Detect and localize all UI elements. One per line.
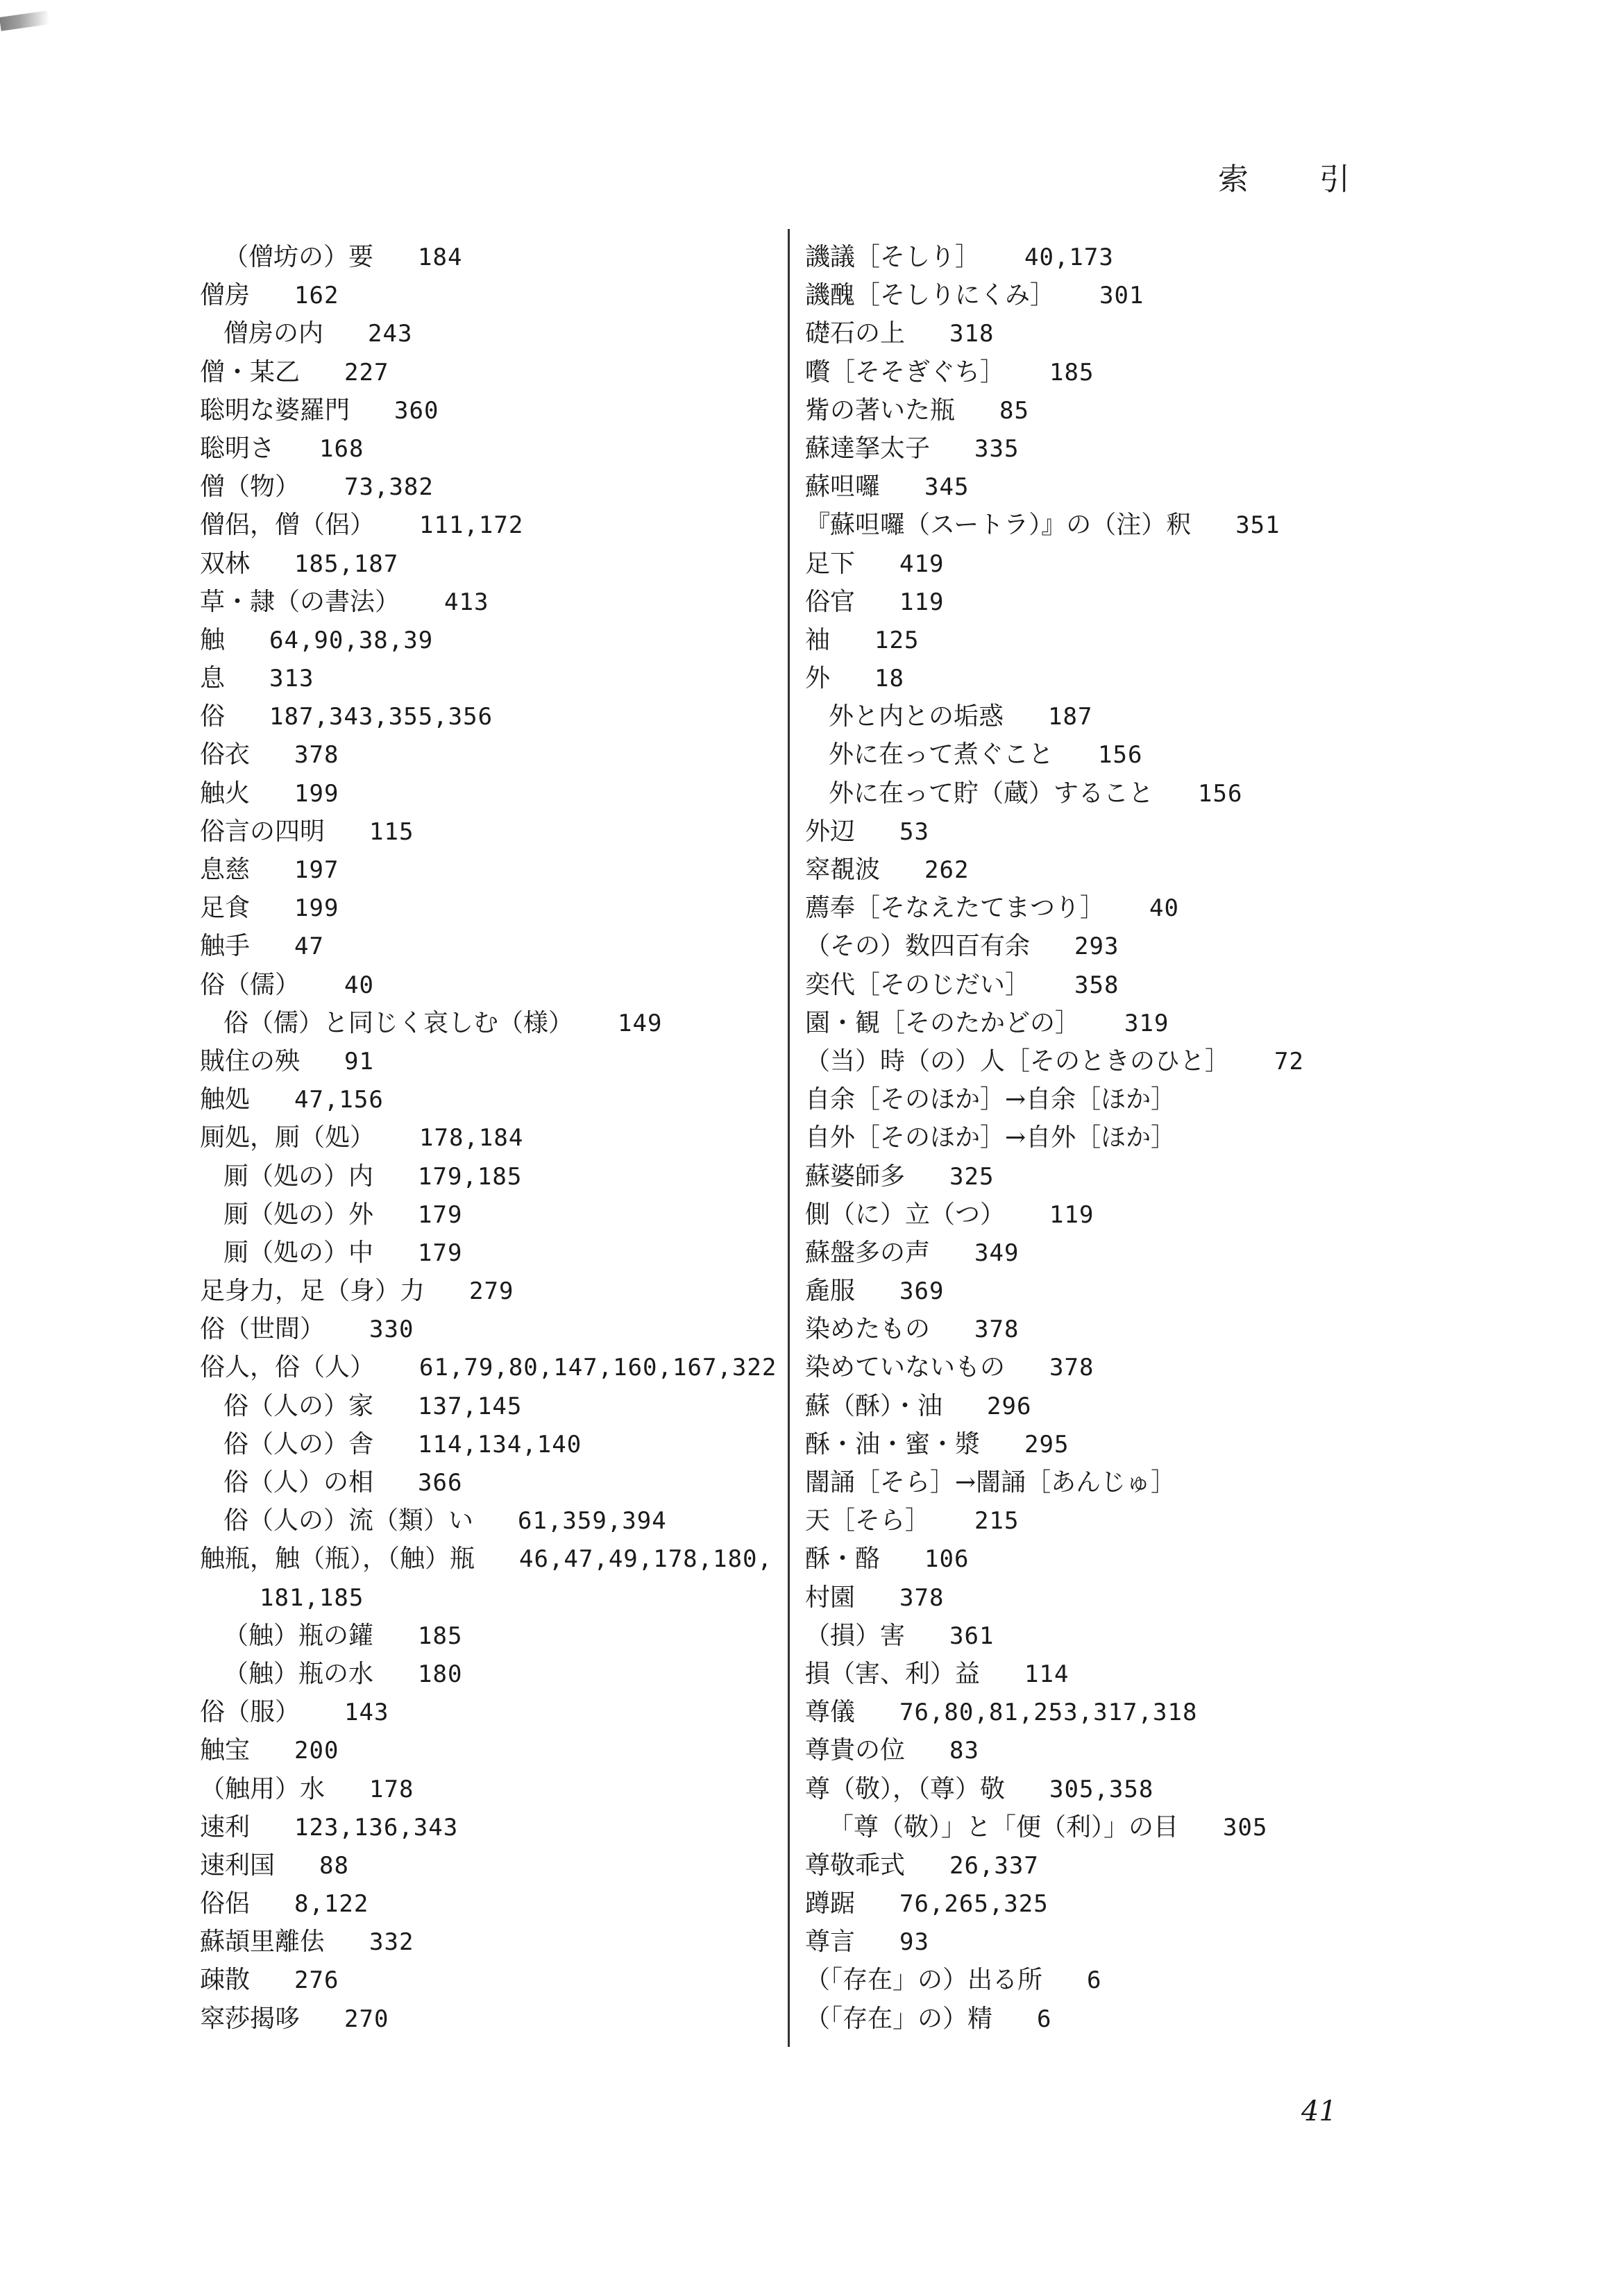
entry-term: 触火 bbox=[200, 779, 251, 808]
entry-term: 尊（敬），（尊）敬 bbox=[805, 1774, 1006, 1803]
entry-pages: 143 bbox=[344, 1699, 389, 1727]
entry-term: 譏醜［そしりにくみ］ bbox=[805, 281, 1056, 310]
index-entry bbox=[200, 238, 769, 276]
entry-pages: 279 bbox=[469, 1277, 514, 1306]
entry-term: 俗人，俗（人） bbox=[200, 1353, 375, 1382]
entry-pages: 200 bbox=[294, 1737, 339, 1765]
index-entry bbox=[805, 583, 1416, 621]
index-entry bbox=[805, 927, 1416, 965]
index-entry bbox=[805, 851, 1416, 889]
entry-term: 俗（服） bbox=[200, 1698, 301, 1727]
entry-pages: 180 bbox=[418, 1660, 463, 1688]
entry-term: 麁服 bbox=[805, 1277, 856, 1306]
entry-pages: 262 bbox=[924, 856, 970, 884]
entry-term: 蘇盤多の声 bbox=[805, 1238, 931, 1267]
entry-pages: 215 bbox=[974, 1507, 1020, 1536]
entry-pages: 40,173 bbox=[1024, 244, 1114, 271]
index-entry bbox=[200, 1731, 769, 1769]
entry-term: 僧房の内 bbox=[223, 319, 324, 348]
entry-term: 速利 bbox=[200, 1812, 251, 1842]
entry-term: 俗言の四明 bbox=[200, 817, 325, 846]
entry-term: （僧坊の）要 bbox=[223, 243, 374, 271]
index-entry bbox=[200, 314, 769, 352]
entry-pages: 366 bbox=[418, 1469, 463, 1497]
entry-term: 蘇達拏太子 bbox=[805, 434, 931, 463]
index-entry bbox=[200, 774, 769, 813]
index-entry bbox=[200, 1196, 769, 1234]
entry-term: 息慈 bbox=[200, 856, 251, 884]
index-entry bbox=[805, 697, 1416, 735]
entry-pages: 8,122 bbox=[294, 1890, 369, 1919]
entry-pages: 335 bbox=[974, 434, 1020, 463]
index-entry bbox=[200, 1693, 769, 1731]
entry-term: 足身力，足（身）力 bbox=[200, 1277, 425, 1306]
entry-term: 俗（人の）舎 bbox=[223, 1429, 374, 1459]
entry-term: 俗（人）の相 bbox=[223, 1468, 374, 1497]
entry-pages: 413 bbox=[444, 588, 489, 616]
index-entry bbox=[805, 238, 1416, 276]
entry-pages: 243 bbox=[368, 320, 413, 348]
index-entry bbox=[805, 813, 1416, 851]
index-entry bbox=[200, 1272, 769, 1310]
entry-pages: 64,90,38,39 bbox=[269, 626, 434, 654]
entry-pages: 185 bbox=[418, 1622, 463, 1650]
entry-term: （当）時（の）人［そのときのひと］ bbox=[805, 1046, 1230, 1075]
entry-pages: 72 bbox=[1274, 1047, 1304, 1075]
entry-term: 蘇頡里離佉 bbox=[200, 1928, 325, 1957]
entry-pages: 61,79,80,147,160,167,322 bbox=[419, 1354, 777, 1382]
entry-pages: 137,145 bbox=[418, 1392, 523, 1420]
entry-term: 側（に）立（つ） bbox=[805, 1200, 1006, 1229]
index-entry bbox=[805, 1157, 1416, 1196]
entry-term: 蘇（酥）・油 bbox=[805, 1391, 943, 1420]
entry-term: 厠（処の）外 bbox=[223, 1200, 374, 1229]
entry-term: 厠（処の）中 bbox=[223, 1238, 374, 1267]
index-entry bbox=[200, 1808, 769, 1846]
index-entry bbox=[805, 1119, 1416, 1157]
entry-term: （損）害 bbox=[805, 1621, 906, 1650]
entry-term: 僧（物） bbox=[200, 473, 301, 502]
entry-term: 嚽［そそぎぐち］ bbox=[805, 357, 1006, 386]
index-entry bbox=[805, 545, 1416, 583]
entry-pages: 187,343,355,356 bbox=[269, 703, 493, 731]
entry-term: 譏議［そしり］ bbox=[805, 243, 981, 271]
entry-pages: 199 bbox=[294, 779, 339, 808]
entry-term: 触瓶，触（瓶），（触）瓶 bbox=[200, 1545, 475, 1574]
entry-term: 村園 bbox=[805, 1583, 856, 1612]
index-entry bbox=[200, 1579, 769, 1617]
entry-pages: 360 bbox=[394, 396, 439, 425]
entry-term: 尊儀 bbox=[805, 1698, 856, 1727]
entry-pages: 305 bbox=[1223, 1813, 1268, 1842]
entry-pages: 168 bbox=[319, 434, 364, 463]
entry-term: 賊住の殃 bbox=[200, 1046, 301, 1075]
index-entry bbox=[200, 1310, 769, 1348]
entry-pages: 181,185 bbox=[260, 1583, 364, 1612]
entry-term: 損（害、利）益 bbox=[805, 1659, 981, 1688]
entry-term: 厠（処の）内 bbox=[223, 1162, 374, 1191]
index-entry bbox=[200, 1157, 769, 1196]
entry-pages: 47,156 bbox=[294, 1086, 384, 1114]
entry-pages: 345 bbox=[924, 473, 970, 502]
index-entry bbox=[805, 468, 1416, 506]
entry-pages: 197 bbox=[294, 856, 339, 884]
entry-term: 聡明な婆羅門 bbox=[200, 396, 350, 425]
index-column-right bbox=[805, 238, 1416, 2038]
entry-pages: 184 bbox=[418, 244, 463, 271]
entry-term: 蹲踞 bbox=[805, 1889, 856, 1919]
entry-term: 園・観［そのたかどの］ bbox=[805, 1008, 1081, 1037]
entry-term: 外と内との垢惑 bbox=[829, 702, 1004, 731]
entry-term: 足下 bbox=[805, 549, 856, 578]
index-entry bbox=[805, 276, 1416, 314]
index-entry bbox=[805, 1387, 1416, 1425]
index-entry bbox=[200, 621, 769, 659]
index-entry bbox=[805, 774, 1416, 813]
entry-term: 礎石の上 bbox=[805, 319, 906, 348]
entry-term: 触宝 bbox=[200, 1736, 251, 1765]
entry-term: （触）瓶の水 bbox=[223, 1659, 374, 1688]
entry-term: 俗 bbox=[200, 702, 226, 731]
index-entry bbox=[805, 1004, 1416, 1042]
entry-pages: 26,337 bbox=[949, 1851, 1039, 1880]
index-entry bbox=[805, 889, 1416, 927]
index-entry bbox=[805, 1731, 1416, 1769]
entry-pages: 325 bbox=[949, 1162, 995, 1191]
entry-term: 僧房 bbox=[200, 281, 251, 310]
index-entry bbox=[200, 889, 769, 927]
entry-pages: 313 bbox=[269, 665, 314, 693]
entry-pages: 111,172 bbox=[419, 511, 524, 540]
entry-pages: 162 bbox=[294, 282, 339, 310]
entry-pages: 361 bbox=[949, 1622, 995, 1650]
entry-pages: 115 bbox=[369, 817, 414, 846]
entry-term: （「存在」の）出る所 bbox=[805, 1966, 1043, 1995]
entry-pages: 419 bbox=[899, 550, 945, 578]
index-entry bbox=[805, 659, 1416, 697]
index-entry bbox=[200, 1119, 769, 1157]
index-entry bbox=[200, 1348, 777, 1386]
index-entry bbox=[805, 966, 1416, 1004]
index-entry bbox=[200, 1387, 769, 1425]
entry-term: 尊言 bbox=[805, 1928, 856, 1957]
index-entry bbox=[805, 353, 1416, 391]
entry-pages: 156 bbox=[1198, 779, 1243, 808]
index-entry bbox=[805, 1579, 1416, 1617]
entry-pages: 106 bbox=[924, 1545, 970, 1574]
entry-pages: 83 bbox=[949, 1737, 979, 1765]
entry-pages: 378 bbox=[294, 741, 339, 769]
entry-pages: 114,134,140 bbox=[418, 1430, 582, 1459]
index-entry bbox=[805, 506, 1416, 544]
entry-pages: 296 bbox=[987, 1392, 1032, 1420]
entry-pages: 91 bbox=[344, 1047, 374, 1075]
column-divider bbox=[788, 229, 790, 2047]
entry-term: 外 bbox=[805, 664, 831, 693]
index-entry bbox=[200, 1885, 769, 1923]
index-entry bbox=[805, 1885, 1416, 1923]
entry-term: 足食 bbox=[200, 894, 251, 923]
entry-term: 染めていないもの bbox=[805, 1353, 1006, 1382]
entry-pages: 301 bbox=[1099, 282, 1144, 310]
entry-pages: 76,265,325 bbox=[899, 1890, 1049, 1919]
entry-pages: 187 bbox=[1048, 703, 1093, 731]
entry-term: 染めたもの bbox=[805, 1315, 931, 1344]
index-entry bbox=[805, 430, 1416, 468]
entry-term: 『蘇呾囉（スートラ）』の（注）釈 bbox=[805, 511, 1192, 540]
index-entry bbox=[200, 1846, 769, 1885]
entry-term: 酥・油・蜜・漿 bbox=[805, 1429, 981, 1459]
index-entry bbox=[805, 1655, 1416, 1693]
index-entry bbox=[200, 1425, 769, 1463]
entry-pages: 85 bbox=[999, 396, 1029, 425]
entry-pages: 18 bbox=[874, 665, 904, 693]
index-entry bbox=[200, 735, 769, 774]
scan-mark bbox=[0, 10, 49, 31]
index-entry bbox=[805, 1693, 1416, 1731]
entry-term: 息 bbox=[200, 664, 226, 693]
entry-term: 薦奉［そなえたてまつり］ bbox=[805, 894, 1106, 923]
index-entry bbox=[200, 1234, 769, 1272]
entry-pages: 123,136,343 bbox=[294, 1813, 459, 1842]
entry-pages: 295 bbox=[1024, 1430, 1069, 1459]
entry-term: 触処 bbox=[200, 1085, 251, 1114]
index-entry bbox=[200, 813, 769, 851]
index-entry bbox=[200, 966, 769, 1004]
entry-term: 俗（人の）家 bbox=[223, 1391, 374, 1420]
entry-term: 触手 bbox=[200, 932, 251, 961]
entry-pages: 46,47,49,178,180, bbox=[519, 1545, 773, 1574]
index-entry bbox=[805, 1080, 1416, 1119]
entry-term: 「尊（敬）」と「便（利）」の目 bbox=[829, 1812, 1179, 1842]
entry-term: 尊貴の位 bbox=[805, 1736, 906, 1765]
entry-pages: 119 bbox=[899, 588, 945, 616]
entry-pages: 178 bbox=[369, 1775, 414, 1803]
index-entry bbox=[200, 1463, 769, 1502]
index-entry bbox=[805, 1234, 1416, 1272]
entry-pages: 378 bbox=[899, 1583, 945, 1612]
entry-pages: 305,358 bbox=[1049, 1775, 1154, 1803]
entry-pages: 93 bbox=[899, 1928, 929, 1957]
index-entry bbox=[200, 506, 769, 544]
index-entry bbox=[805, 2000, 1416, 2038]
entry-pages: 276 bbox=[294, 1966, 339, 1995]
entry-term: 蘇婆師多 bbox=[805, 1162, 906, 1191]
entry-pages: 53 bbox=[899, 817, 929, 846]
entry-term: 草・隷（の書法） bbox=[200, 587, 400, 616]
index-entry bbox=[805, 1042, 1416, 1080]
index-entry bbox=[805, 1272, 1416, 1310]
entry-term: 双林 bbox=[200, 549, 251, 578]
index-entry bbox=[805, 1770, 1416, 1808]
entry-term: 闇誦［そら］→闇誦［あんじゅ］ bbox=[805, 1468, 1176, 1497]
index-entry bbox=[200, 1770, 769, 1808]
entry-pages: 369 bbox=[899, 1277, 945, 1306]
index-entry bbox=[805, 314, 1416, 352]
entry-term: 窣覩波 bbox=[805, 856, 881, 884]
index-entry bbox=[200, 545, 769, 583]
entry-pages: 319 bbox=[1124, 1009, 1169, 1037]
index-entry bbox=[200, 851, 769, 889]
index-entry bbox=[200, 1923, 769, 1961]
entry-pages: 47 bbox=[294, 933, 324, 961]
entry-term: 僧・某乙 bbox=[200, 357, 301, 386]
index-entry bbox=[200, 2000, 769, 2038]
entry-term: 外に在って貯（蔵）すること bbox=[829, 779, 1154, 808]
entry-pages: 378 bbox=[974, 1316, 1020, 1344]
entry-term: 奕代［そのじだい］ bbox=[805, 970, 1031, 999]
entry-term: 尊敬乖式 bbox=[805, 1851, 906, 1880]
entry-term: 酥・酪 bbox=[805, 1545, 881, 1574]
page-header: 索 引 bbox=[1218, 162, 1380, 197]
index-entry bbox=[200, 468, 769, 506]
entry-pages: 76,80,81,253,317,318 bbox=[899, 1699, 1198, 1727]
entry-term: 厠処，厠（処） bbox=[200, 1123, 375, 1153]
index-entry bbox=[805, 1808, 1416, 1846]
entry-pages: 125 bbox=[874, 626, 920, 654]
entry-pages: 119 bbox=[1049, 1200, 1094, 1229]
entry-term: 俗（人の）流（類）い bbox=[223, 1506, 474, 1536]
entry-term: 俗（儒）と同じく哀しむ（様） bbox=[223, 1008, 574, 1037]
index-entry bbox=[200, 353, 769, 391]
index-entry bbox=[200, 927, 769, 965]
entry-term: 窣莎揭哆 bbox=[200, 2004, 301, 2033]
entry-pages: 40 bbox=[1149, 894, 1179, 923]
entry-term: 自外［そのほか］→自外［ほか］ bbox=[805, 1123, 1176, 1153]
index-entry bbox=[200, 1655, 769, 1693]
entry-term: 俗衣 bbox=[200, 740, 251, 769]
index-entry bbox=[200, 1617, 769, 1655]
entry-pages: 179,185 bbox=[418, 1162, 523, 1191]
entry-pages: 293 bbox=[1074, 933, 1119, 961]
page-number: 41 bbox=[1301, 2095, 1337, 2127]
entry-term: 外に在って煮ぐこと bbox=[829, 740, 1054, 769]
entry-pages: 149 bbox=[618, 1009, 663, 1037]
index-entry bbox=[805, 1425, 1416, 1463]
index-entry bbox=[805, 1196, 1416, 1234]
entry-term: 触 bbox=[200, 625, 226, 654]
index-entry bbox=[805, 1540, 1416, 1578]
entry-pages: 179 bbox=[418, 1239, 463, 1267]
entry-term: 外辺 bbox=[805, 817, 856, 846]
entry-pages: 178,184 bbox=[419, 1124, 524, 1153]
entry-pages: 358 bbox=[1074, 971, 1119, 999]
index-entry bbox=[200, 276, 769, 314]
entry-pages: 330 bbox=[369, 1316, 414, 1344]
entry-pages: 332 bbox=[369, 1928, 414, 1957]
index-entry bbox=[805, 1961, 1416, 1999]
entry-pages: 40 bbox=[344, 971, 374, 999]
entry-term: （触）瓶の鑵 bbox=[223, 1621, 374, 1650]
index-entry bbox=[200, 1004, 769, 1042]
index-column-left bbox=[200, 238, 777, 2038]
index-entry bbox=[200, 1961, 769, 1999]
index-entry bbox=[805, 1463, 1416, 1502]
entry-pages: 6 bbox=[1087, 1966, 1102, 1995]
entry-term: 蘇呾囉 bbox=[805, 473, 881, 502]
index-entry bbox=[200, 1502, 769, 1540]
index-entry bbox=[200, 391, 769, 430]
entry-pages: 378 bbox=[1049, 1354, 1094, 1382]
entry-pages: 349 bbox=[974, 1239, 1020, 1267]
index-entry bbox=[805, 391, 1416, 430]
entry-pages: 351 bbox=[1235, 511, 1280, 540]
entry-term: （「存在」の）精 bbox=[805, 2004, 993, 2033]
index-entry bbox=[200, 659, 769, 697]
entry-term: 天［そら］ bbox=[805, 1506, 931, 1536]
entry-term: 觜の著いた瓶 bbox=[805, 396, 956, 425]
index-entry bbox=[805, 1502, 1416, 1540]
index-entry bbox=[200, 583, 769, 621]
index-entry bbox=[805, 1923, 1416, 1961]
index-entry bbox=[805, 621, 1416, 659]
entry-term: （その）数四百有余 bbox=[805, 932, 1031, 961]
entry-pages: 88 bbox=[319, 1851, 349, 1880]
entry-pages: 270 bbox=[344, 2005, 389, 2033]
entry-pages: 199 bbox=[294, 894, 339, 923]
entry-term: 俗官 bbox=[805, 587, 856, 616]
entry-pages: 73,382 bbox=[344, 473, 434, 502]
entry-term: 疎散 bbox=[200, 1966, 251, 1995]
index-entry bbox=[200, 1042, 769, 1080]
index-entry bbox=[200, 430, 769, 468]
index-entry bbox=[200, 697, 769, 735]
entry-term: 僧侶，僧（侶） bbox=[200, 511, 375, 540]
entry-term: 俗侶 bbox=[200, 1889, 251, 1919]
entry-pages: 227 bbox=[344, 358, 389, 386]
entry-term: 聡明さ bbox=[200, 434, 276, 463]
entry-term: 袖 bbox=[805, 625, 831, 654]
index-entry bbox=[805, 1348, 1416, 1386]
index-entry bbox=[200, 1080, 769, 1119]
entry-pages: 156 bbox=[1098, 741, 1143, 769]
index-entry bbox=[200, 1540, 773, 1578]
index-entry bbox=[805, 735, 1416, 774]
entry-pages: 114 bbox=[1024, 1660, 1069, 1688]
entry-pages: 185,187 bbox=[294, 550, 399, 578]
entry-pages: 6 bbox=[1037, 2005, 1052, 2033]
entry-pages: 61,359,394 bbox=[518, 1507, 667, 1536]
entry-pages: 318 bbox=[949, 320, 995, 348]
entry-term: （触用）水 bbox=[200, 1774, 325, 1803]
entry-term: 俗（世間） bbox=[200, 1315, 325, 1344]
entry-pages: 179 bbox=[418, 1200, 463, 1229]
entry-term: 自余［そのほか］→自余［ほか］ bbox=[805, 1085, 1176, 1114]
entry-pages: 185 bbox=[1049, 358, 1094, 386]
index-entry bbox=[805, 1617, 1416, 1655]
entry-term: 俗（儒） bbox=[200, 970, 301, 999]
entry-term: 速利国 bbox=[200, 1851, 276, 1880]
index-entry bbox=[805, 1846, 1416, 1885]
index-entry bbox=[805, 1310, 1416, 1348]
